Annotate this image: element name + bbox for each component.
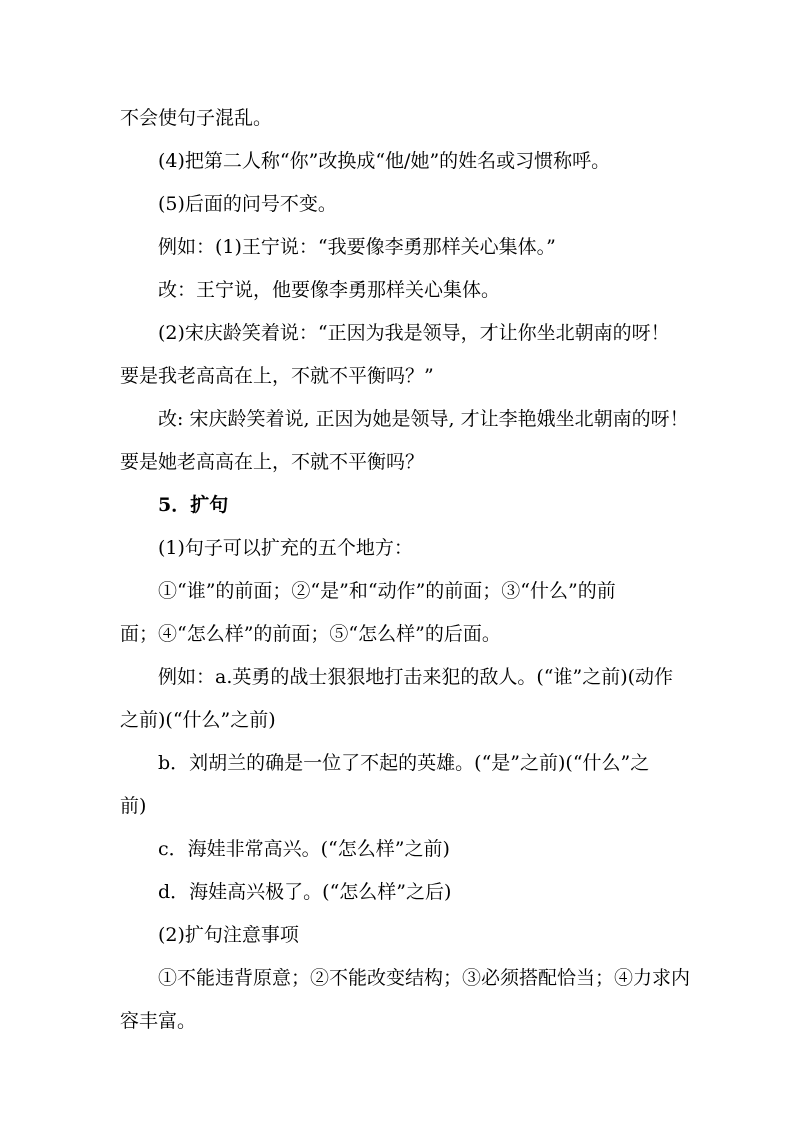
text-line-5: 改：王宁说，他要像李勇那样关心集体。 [158,279,501,301]
text-line-18: c．海娃非常高兴。(“怎么样”之前) [158,838,450,860]
text-line-2: (4)把第二人称“你”改换成“他/她”的姓名或习惯称呼。 [158,150,611,172]
section-heading-expand-sentence: 5．扩句 [158,494,229,516]
text-line-3: (5)后面的问号不变。 [158,193,337,215]
text-line-13: 面；④“怎么样”的前面；⑤“怎么样”的后面。 [120,623,501,645]
text-line-6: (2)宋庆龄笑着说：“正因为我是领导，才让你坐北朝南的呀！ [158,322,670,344]
text-line-15: 之前)(“什么”之前) [120,709,276,731]
text-line-7: 要是我老高高在上，不就不平衡吗？” [120,365,434,387]
text-line-20: (2)扩句注意事项 [158,924,299,946]
text-line-16: b．刘胡兰的确是一位了不起的英雄。(“是”之前)(“什么”之 [158,752,650,774]
text-line-1: 不会使句子混乱。 [120,107,273,129]
text-line-12: ①“谁”的前面；②“是”和“动作”的前面；③“什么”的前 [158,580,616,602]
text-line-9: 要是她老高高在上，不就不平衡吗？ [120,451,425,473]
text-line-17: 前) [120,795,147,817]
text-line-14: 例如：a.英勇的战士狠狠地打击来犯的敌人。(“谁”之前)(动作 [158,666,674,688]
text-line-8: 改: 宋庆龄笑着说, 正因为她是领导, 才让李艳娥坐北朝南的呀！ [158,408,689,430]
text-line-4: 例如：(1)王宁说：“我要像李勇那样关心集体。” [158,236,556,258]
text-line-11: (1)句子可以扩充的五个地方： [158,537,413,559]
text-line-21: ①不能违背原意；②不能改变结构；③必须搭配恰当；④力求内 [158,967,691,989]
text-line-19: d．海娃高兴极了。(“怎么样”之后) [158,881,452,903]
text-line-22: 容丰富。 [120,1010,197,1032]
